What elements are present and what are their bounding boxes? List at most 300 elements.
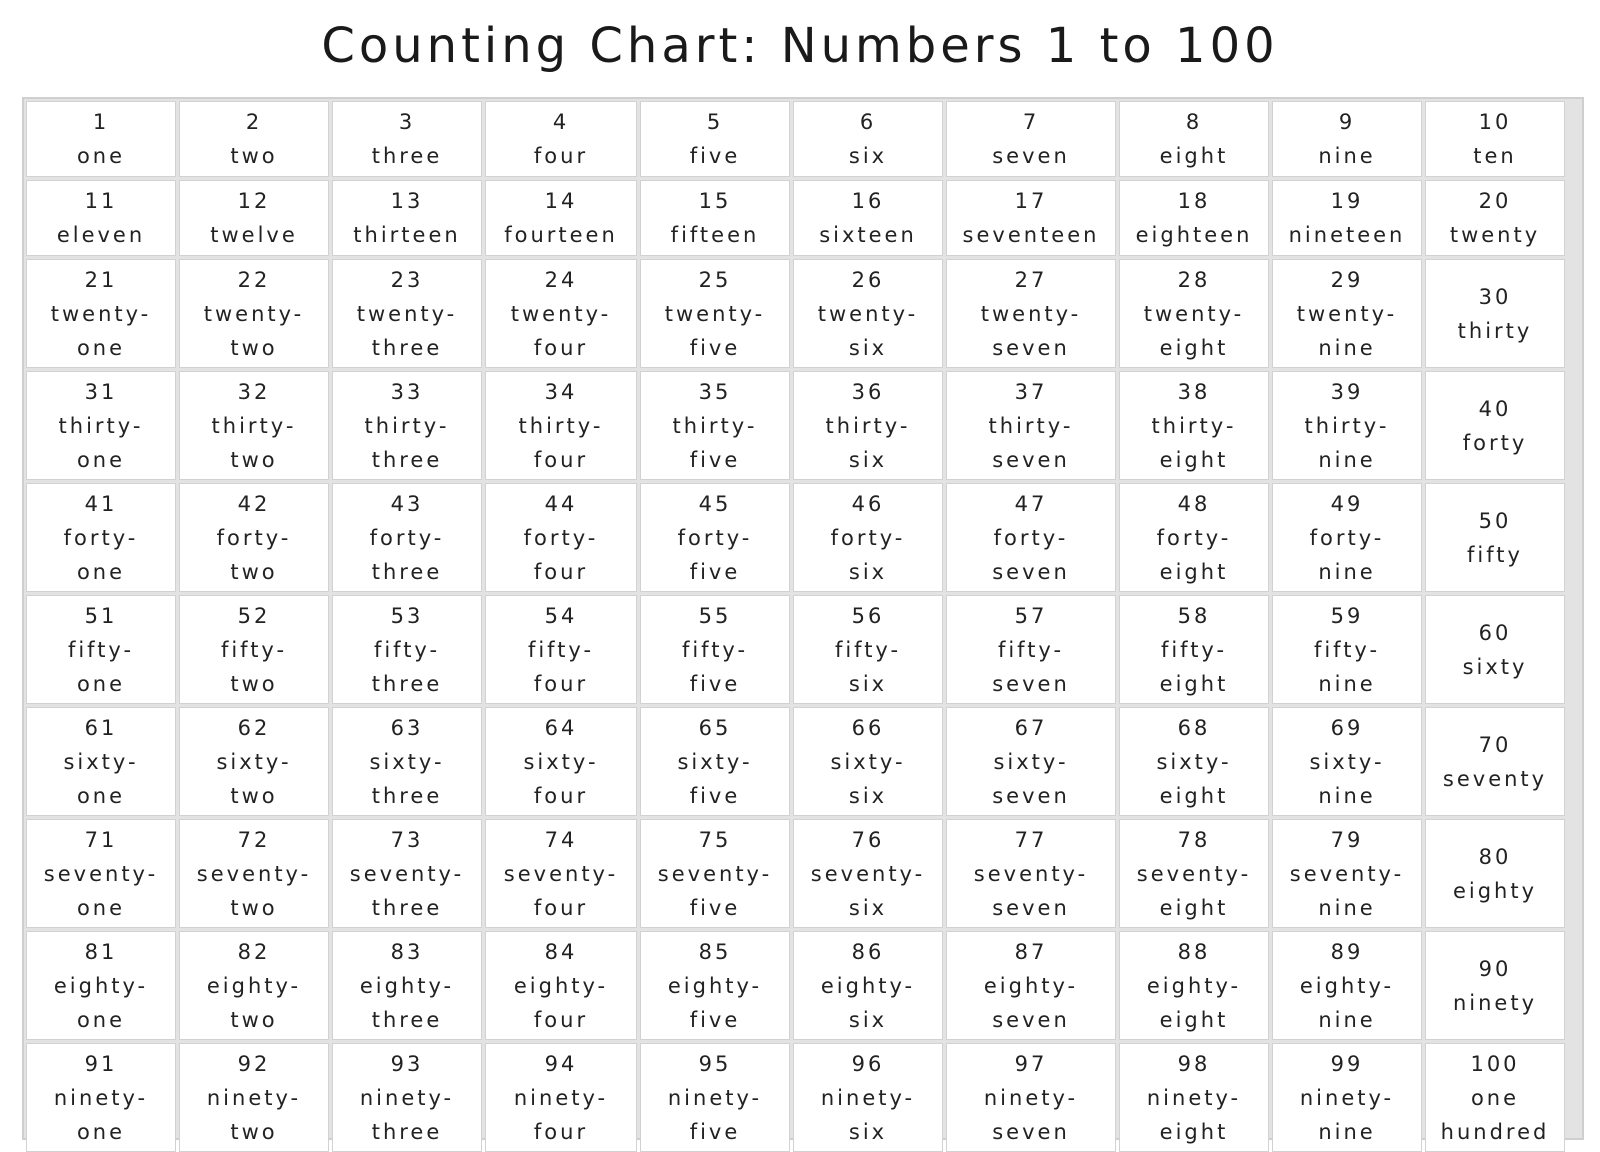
number-word: thirty- (825, 413, 911, 438)
number-word-continued: five (689, 671, 741, 696)
number-word: eighty- (1299, 973, 1395, 998)
number-cell (1272, 180, 1422, 256)
number-word: seventy- (657, 861, 773, 886)
number-word: thirty- (672, 413, 758, 438)
number-word-continued: five (689, 1119, 741, 1144)
number-word: thirty (1457, 318, 1533, 343)
number-digit: 30 (1478, 284, 1512, 309)
counting-chart-grid (22, 97, 1584, 1144)
number-digit: 75 (698, 827, 732, 852)
number-digit: 80 (1478, 844, 1512, 869)
number-word: thirty- (988, 413, 1074, 438)
number-digit: 39 (1330, 379, 1364, 404)
number-digit: 12 (237, 189, 271, 213)
number-cell (1119, 707, 1269, 816)
number-word-continued: six (848, 671, 888, 696)
number-word: thirty- (58, 413, 144, 438)
number-word-continued: one (76, 447, 126, 472)
number-word: sixty- (216, 749, 292, 774)
number-cell (1119, 595, 1269, 704)
number-cell (1272, 819, 1422, 928)
number-cell (1272, 931, 1422, 1040)
number-word: thirty- (1304, 413, 1390, 438)
number-word: one (1470, 1085, 1520, 1110)
number-word: sixty- (993, 749, 1069, 774)
number-word: ninety- (1146, 1085, 1242, 1110)
number-cell (640, 819, 790, 928)
number-cell (640, 180, 790, 256)
number-cell (26, 101, 176, 177)
number-digit: 29 (1330, 267, 1364, 292)
number-digit: 34 (544, 379, 578, 404)
number-digit: 86 (851, 939, 885, 964)
number-digit: 88 (1177, 939, 1211, 964)
number-word-continued: seven (992, 671, 1070, 696)
number-cell (26, 371, 176, 480)
number-cell (332, 931, 482, 1040)
number-word: fifty- (527, 637, 595, 662)
number-cell (640, 595, 790, 704)
number-word-continued: eight (1159, 335, 1229, 360)
number-digit: 42 (237, 491, 271, 516)
number-word-continued: four (533, 559, 589, 584)
number-word: thirty- (211, 413, 297, 438)
number-digit: 55 (698, 603, 732, 628)
number-word-continued: eight (1159, 1119, 1229, 1144)
number-digit: 35 (698, 379, 732, 404)
number-digit: 44 (544, 491, 578, 516)
number-digit: 96 (851, 1051, 885, 1076)
number-cell (793, 259, 943, 368)
number-cell (26, 819, 176, 928)
number-digit: 67 (1014, 715, 1048, 740)
number-word: seventy- (1289, 861, 1405, 886)
number-digit: 64 (544, 715, 578, 740)
number-word: forty- (369, 525, 445, 550)
number-digit: 57 (1014, 603, 1048, 628)
number-digit: 28 (1177, 267, 1211, 292)
number-cell (1425, 259, 1565, 368)
number-word: sixty- (677, 749, 753, 774)
number-word: twenty- (356, 301, 458, 326)
number-word-continued: three (371, 895, 443, 920)
number-cell (179, 1043, 329, 1152)
number-digit: 85 (698, 939, 732, 964)
number-word-continued: two (230, 783, 278, 808)
number-cell (1425, 371, 1565, 480)
number-digit: 99 (1330, 1051, 1364, 1076)
number-cell (640, 1043, 790, 1152)
number-cell (946, 259, 1116, 368)
number-cell (1425, 707, 1565, 816)
number-word-continued: one (76, 1119, 126, 1144)
number-digit: 91 (84, 1051, 118, 1076)
number-cell (332, 483, 482, 592)
number-digit: 5 (706, 110, 724, 134)
number-digit: 93 (390, 1051, 424, 1076)
number-word: eight (1159, 144, 1229, 168)
number-word-continued: six (848, 335, 888, 360)
number-cell (26, 483, 176, 592)
number-word: sixty (1462, 654, 1528, 679)
number-digit: 74 (544, 827, 578, 852)
number-word: forty- (1309, 525, 1385, 550)
number-word-continued: six (848, 1119, 888, 1144)
number-digit: 65 (698, 715, 732, 740)
number-word: sixty- (63, 749, 139, 774)
number-cell (179, 595, 329, 704)
number-digit: 6 (859, 110, 877, 134)
number-cell (485, 595, 637, 704)
number-word: sixty- (1309, 749, 1385, 774)
number-digit: 90 (1478, 956, 1512, 981)
number-word-continued: four (533, 671, 589, 696)
number-word-continued: six (848, 895, 888, 920)
number-digit: 46 (851, 491, 885, 516)
number-word-continued: seven (992, 559, 1070, 584)
number-word: ninety- (667, 1085, 763, 1110)
number-word-continued: one (76, 895, 126, 920)
number-cell (793, 180, 943, 256)
number-word-continued: nine (1318, 335, 1376, 360)
number-digit: 32 (237, 379, 271, 404)
number-word-continued: six (848, 559, 888, 584)
number-word: eighty (1452, 878, 1538, 903)
number-word: fifteen (670, 223, 760, 247)
number-word: one (76, 144, 126, 168)
number-word-continued: seven (992, 447, 1070, 472)
number-digit: 83 (390, 939, 424, 964)
number-word: twenty- (664, 301, 766, 326)
number-word-continued: one (76, 335, 126, 360)
number-word: eighteen (1135, 223, 1253, 247)
number-word: forty- (216, 525, 292, 550)
number-word: forty- (830, 525, 906, 550)
number-word-continued: hundred (1440, 1119, 1550, 1144)
number-word: forty- (523, 525, 599, 550)
number-word: fifty (1467, 542, 1523, 567)
number-digit: 24 (544, 267, 578, 292)
number-word: twenty- (817, 301, 919, 326)
number-word: eighty- (983, 973, 1079, 998)
number-digit: 62 (237, 715, 271, 740)
number-cell (1272, 371, 1422, 480)
number-word-continued: four (533, 447, 589, 472)
number-word-continued: four (533, 1119, 589, 1144)
number-cell (1119, 371, 1269, 480)
number-word: seventy- (1136, 861, 1252, 886)
number-word: fifty- (67, 637, 135, 662)
number-word-continued: five (689, 895, 741, 920)
number-word: twenty- (50, 301, 152, 326)
number-word-continued: five (689, 783, 741, 808)
number-digit: 92 (237, 1051, 271, 1076)
number-digit: 11 (84, 189, 118, 213)
number-word-continued: two (230, 671, 278, 696)
number-word: thirty- (1151, 413, 1237, 438)
number-digit: 9 (1338, 110, 1356, 134)
number-word: sixteen (819, 223, 917, 247)
number-word: ninety- (983, 1085, 1079, 1110)
number-word: thirty- (518, 413, 604, 438)
number-digit: 48 (1177, 491, 1211, 516)
number-word: nineteen (1288, 223, 1406, 247)
number-word-continued: seven (992, 895, 1070, 920)
number-word-continued: four (533, 895, 589, 920)
number-word-continued: eight (1159, 1007, 1229, 1032)
number-digit: 20 (1478, 189, 1512, 213)
number-word: twenty- (203, 301, 305, 326)
number-word: forty- (63, 525, 139, 550)
number-digit: 94 (544, 1051, 578, 1076)
number-digit: 81 (84, 939, 118, 964)
number-cell (485, 819, 637, 928)
number-word: eleven (56, 223, 146, 247)
number-digit: 2 (245, 110, 263, 134)
number-digit: 31 (84, 379, 118, 404)
number-cell (332, 819, 482, 928)
number-digit: 78 (1177, 827, 1211, 852)
number-cell (179, 259, 329, 368)
number-cell (332, 707, 482, 816)
number-cell (1425, 483, 1565, 592)
number-word-continued: two (230, 559, 278, 584)
number-word: fifty- (373, 637, 441, 662)
number-word-continued: seven (992, 335, 1070, 360)
number-word-continued: three (371, 559, 443, 584)
number-digit: 56 (851, 603, 885, 628)
number-word: seventeen (962, 223, 1100, 247)
number-word: seventy- (43, 861, 159, 886)
number-cell (640, 371, 790, 480)
number-digit: 18 (1177, 189, 1211, 213)
number-digit: 100 (1470, 1051, 1520, 1076)
number-cell (1119, 819, 1269, 928)
number-word-continued: four (533, 1007, 589, 1032)
number-digit: 37 (1014, 379, 1048, 404)
number-digit: 26 (851, 267, 885, 292)
number-digit: 60 (1478, 620, 1512, 645)
number-digit: 98 (1177, 1051, 1211, 1076)
number-word: eighty- (513, 973, 609, 998)
number-cell (1425, 931, 1565, 1040)
number-cell (1425, 819, 1565, 928)
number-cell (179, 101, 329, 177)
number-digit: 1 (92, 110, 110, 134)
number-digit: 89 (1330, 939, 1364, 964)
number-cell (179, 931, 329, 1040)
number-cell (793, 931, 943, 1040)
number-word-continued: seven (992, 1007, 1070, 1032)
number-digit: 73 (390, 827, 424, 852)
number-cell (179, 180, 329, 256)
number-word: twenty (1449, 223, 1541, 247)
number-cell (946, 819, 1116, 928)
number-cell (26, 180, 176, 256)
number-cell (485, 259, 637, 368)
number-digit: 14 (544, 189, 578, 213)
number-cell (485, 101, 637, 177)
number-digit: 53 (390, 603, 424, 628)
number-digit: 82 (237, 939, 271, 964)
number-word: ninety- (513, 1085, 609, 1110)
number-cell (26, 259, 176, 368)
number-word-continued: five (689, 559, 741, 584)
number-cell (793, 371, 943, 480)
number-digit: 40 (1478, 396, 1512, 421)
number-word: forty- (1156, 525, 1232, 550)
number-digit: 77 (1014, 827, 1048, 852)
number-cell (1272, 259, 1422, 368)
number-cell (793, 707, 943, 816)
number-word: seventy- (349, 861, 465, 886)
number-word: nine (1318, 144, 1376, 168)
number-digit: 38 (1177, 379, 1211, 404)
number-word: ninety- (1299, 1085, 1395, 1110)
number-word: eighty- (53, 973, 149, 998)
number-word: fifty- (834, 637, 902, 662)
number-word-continued: two (230, 335, 278, 360)
number-cell (26, 931, 176, 1040)
number-cell (946, 931, 1116, 1040)
number-cell (946, 1043, 1116, 1152)
number-word: fourteen (504, 223, 618, 247)
number-cell (1119, 931, 1269, 1040)
number-digit: 66 (851, 715, 885, 740)
number-word-continued: eight (1159, 895, 1229, 920)
number-cell (640, 931, 790, 1040)
number-digit: 68 (1177, 715, 1211, 740)
number-word: twenty- (1143, 301, 1245, 326)
number-digit: 19 (1330, 189, 1364, 213)
number-digit: 22 (237, 267, 271, 292)
number-cell (332, 1043, 482, 1152)
number-digit: 3 (398, 110, 416, 134)
number-cell (1272, 101, 1422, 177)
page-title: Counting Chart: Numbers 1 to 100 (321, 18, 1279, 74)
number-cell (1119, 259, 1269, 368)
number-cell (1272, 707, 1422, 816)
number-word: sixty- (523, 749, 599, 774)
number-digit: 16 (851, 189, 885, 213)
number-word-continued: eight (1159, 559, 1229, 584)
number-word-continued: nine (1318, 1007, 1376, 1032)
number-word-continued: three (371, 1119, 443, 1144)
number-word: eighty- (820, 973, 916, 998)
number-word-continued: seven (992, 783, 1070, 808)
number-word: eighty- (359, 973, 455, 998)
number-digit: 4 (552, 110, 570, 134)
number-cell (1425, 180, 1565, 256)
number-cell (793, 595, 943, 704)
number-cell (332, 180, 482, 256)
number-cell (1425, 101, 1565, 177)
number-word: two (230, 144, 278, 168)
number-word-continued: two (230, 1007, 278, 1032)
number-word-continued: nine (1318, 783, 1376, 808)
number-cell (640, 483, 790, 592)
number-cell (179, 371, 329, 480)
number-cell (26, 707, 176, 816)
number-cell (946, 101, 1116, 177)
number-word-continued: six (848, 1007, 888, 1032)
number-word-continued: nine (1318, 671, 1376, 696)
number-digit: 71 (84, 827, 118, 852)
number-cell (26, 1043, 176, 1152)
number-digit: 15 (698, 189, 732, 213)
number-cell (1119, 180, 1269, 256)
number-word: twenty- (980, 301, 1082, 326)
number-cell (946, 707, 1116, 816)
number-word: forty- (993, 525, 1069, 550)
number-cell (332, 371, 482, 480)
number-cell (485, 371, 637, 480)
number-word: forty (1462, 430, 1528, 455)
number-cell (946, 595, 1116, 704)
number-word: seventy- (810, 861, 926, 886)
number-digit: 13 (390, 189, 424, 213)
number-cell (946, 483, 1116, 592)
number-word: twenty- (1296, 301, 1398, 326)
number-word-continued: five (689, 1007, 741, 1032)
number-digit: 59 (1330, 603, 1364, 628)
number-word: fifty- (1313, 637, 1381, 662)
number-word-continued: three (371, 335, 443, 360)
number-cell (1425, 1043, 1565, 1152)
number-word-continued: nine (1318, 895, 1376, 920)
number-word: three (371, 144, 443, 168)
number-digit: 8 (1185, 110, 1203, 134)
number-cell (179, 819, 329, 928)
number-digit: 76 (851, 827, 885, 852)
number-word: twelve (210, 223, 298, 247)
number-digit: 10 (1478, 110, 1512, 134)
number-word-continued: seven (992, 1119, 1070, 1144)
number-word: eighty- (667, 973, 763, 998)
number-cell (793, 483, 943, 592)
number-word-continued: two (230, 447, 278, 472)
number-word: eighty- (1146, 973, 1242, 998)
number-digit: 52 (237, 603, 271, 628)
number-digit: 54 (544, 603, 578, 628)
number-cell (26, 595, 176, 704)
number-cell (179, 707, 329, 816)
number-word-continued: nine (1318, 1119, 1376, 1144)
number-word-continued: one (76, 783, 126, 808)
number-digit: 27 (1014, 267, 1048, 292)
number-word: seventy (1442, 766, 1548, 791)
number-word-continued: three (371, 783, 443, 808)
number-word-continued: one (76, 671, 126, 696)
number-cell (640, 259, 790, 368)
number-word: sixty- (830, 749, 906, 774)
number-word: ten (1473, 144, 1517, 168)
number-word: thirty- (364, 413, 450, 438)
number-word: six (848, 144, 888, 168)
number-word-continued: two (230, 895, 278, 920)
number-word: ninety- (206, 1085, 302, 1110)
number-word: seventy- (503, 861, 619, 886)
number-digit: 33 (390, 379, 424, 404)
number-digit: 47 (1014, 491, 1048, 516)
number-cell (1272, 595, 1422, 704)
number-cell (332, 595, 482, 704)
number-cell (640, 101, 790, 177)
number-digit: 17 (1014, 189, 1048, 213)
number-digit: 23 (390, 267, 424, 292)
number-word: fifty- (681, 637, 749, 662)
number-word: ninety- (820, 1085, 916, 1110)
